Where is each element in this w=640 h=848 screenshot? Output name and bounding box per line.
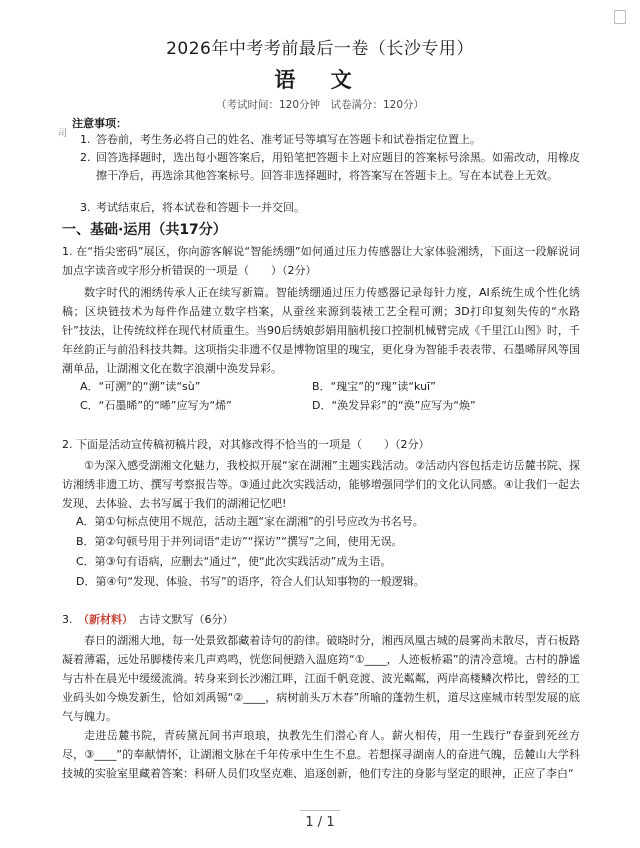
q3-passage-2: 走进岳麓书院，青砖黛瓦间书声琅琅，执教先生们潜心育人。薪火相传，用一生践行“春蚕到死丝方尽，③____”的奉献情怀，让湖湘文脉在千年传承中生生不息。若想探寻湖南人的奋进气魄，岳麓山大学科技城的实验室里藏着答案：科研人员们攻坚克难、追逐创新，他们专注的身影与坚定的眼神，正应了李白“ [62,729,580,780]
page-corner-icon [614,10,626,24]
q1-option-d: D．“涣发异彩”的“涣”应写为“焕” [312,399,476,412]
notice-text: 考试结束后，将本试卷和答题卡一并交回。 [96,201,305,214]
q2-option-b: B．第②句顿号用于并列词语“走访”“探访”“撰写”之间，使用无误。 [76,535,403,548]
notice-number: 2. [80,151,91,164]
q2-passage: ①为深入感受湖湘文化魅力，我校拟开展“家在湖湘”主题实践活动。②活动内容包括走访岳麓书院、探访湘绣非遗工坊、撰写考察报告等。③通过此次实践活动，能够增强同学们的文化认同感。④让我们一起去发现、去体验、去书写属于我们的湖湘记忆吧! [62,459,580,510]
q3-passage: 春日的湖湘大地，每一处景致都藏着诗句的韵律。破晓时分，湘西凤凰古城的晨雾尚未散尽，青石板路凝着薄霜，远处吊脚楼传来几声鸡鸣，恍您间便踏入温庭筠“①____，人迹板桥霜”的清冷意境。古村的静谧与古朴在晨光中缓缓流淌。转身来到长沙湘江畔，江面千帆竞渡、波光粼粼，两岸高楼鳞次栉比，曾经的工业码头如今焕发新生，恰如刘禹锡“②____，病树前头万木春”所喻的蓬勃生机，道尽这座城市转型发展的底气与魄力。 [62,634,580,723]
q1-stem: 1. 在“指尖密码”展区，你向游客解说“智能绣绷”如何通过压力传感器让大家体验湘绣，下面这一段解说词加点字读音或字形分析错误的一项是（ ）（2分） [62,245,580,277]
footer-divider [300,810,340,811]
notice-number: 1. [80,133,91,146]
page-number: 1 / 1 [305,815,335,830]
q3-stem: 古诗文默写（6分） [138,613,234,626]
q2-stem: 2. 下面是活动宣传稿初稿片段，对其修改得不恰当的一项是（ ）（2分） [62,438,430,451]
q2-option-d: D．第④句“发现、体验、书写”的语序，符合人们认知事物的一般逻辑。 [76,575,425,588]
q1-option-a: A．“可溯”的“溯”读“sù” [80,380,201,393]
subject-title: 语 文 [274,68,366,92]
notice-text: 回答选择题时，选出每小题答案后，用铅笔把答题卡上对应题目的答案标号涂黑。如需改动，用橡皮擦干净后，再选涂其他答案标号。回答非选择题时，将答案写在答题卡上。写在本试卷上无效。 [96,151,580,182]
notice-item [80,149,588,185]
section-heading: 一、基础·运用（共17分） [62,222,227,238]
notice-item [80,131,588,149]
exam-meta: （考试时间：120分钟 试卷满分：120分） [215,99,425,111]
q1-passage: 数字时代的湘绣传承人正在续写新篇。智能绣绷通过压力传感器记录每针力度，AI系统生成个性化绣稿；区块链技术为每件作品建立数字档案，从蚕丝来源到装裱工艺全程可溯；3D打印复刻失传的“水路针”技法，让传统纹样在现代材质重生。当90后绣娘彭娟用脑机接口控制机械臂完成《千里江山图》时，千年丝韵正与前沿科技共舞。这项指尖非遗不仅是博物馆里的瑰宝，更化身为智能手表表带、石墨晞屏风等国潮单品，让湖湘文化在数字浪潮中涣发异彩。 [62,286,580,375]
q3-tag: （新材料） [83,613,128,626]
notice-item [80,199,588,217]
notice-text: 答卷前，考生务必将自己的姓名、准考证号等填写在答题卡和试卷指定位置上。 [96,133,481,146]
q2-option-c: C．第③句有语病，应删去“通过”，使“此次实践活动”成为主语。 [76,555,392,568]
q1-option-b: B．“瑰宝”的“瑰”读“kuī” [312,380,436,393]
q2-option-a: A．第①句标点使用不规范，活动主题“家在湖湘”的引号应改为书名号。 [76,515,424,528]
notice-title: 注意事项： [72,117,127,130]
notice-number: 3. [80,201,91,214]
margin-mark: 司 [58,129,68,139]
exam-title: 2026年中考考前最后一卷（长沙专用） [166,39,474,59]
q1-option-c: C．“石墨晞”的“晞”应写为“烯” [80,399,232,412]
q3-stem-line: 3. （新材料） 古诗文默写（6分） [62,613,234,626]
